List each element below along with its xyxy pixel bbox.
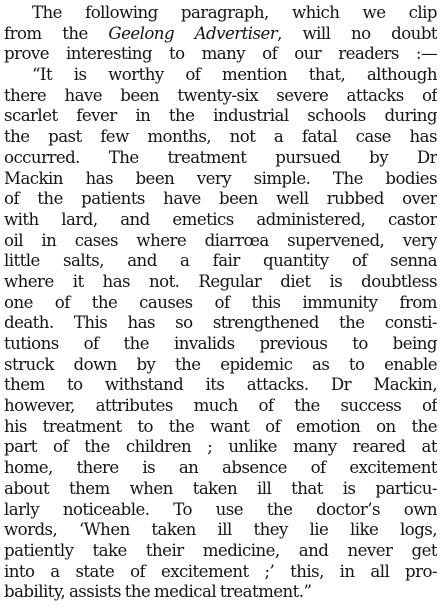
quote-line-17: however, attributes much of the success of (4, 396, 437, 416)
quote-line-3: scarlet fever in the industrial schools during (4, 106, 437, 126)
quote-line-13: death. This has so strengthened the consti- (4, 313, 437, 333)
article-line-2 (4, 24, 437, 45)
quote-line-7: of the patients have been well rubbed over (4, 189, 437, 209)
quote-line-10: little salts, and a fair quantity of senna (4, 251, 437, 271)
quote-line-25: into a state of excitement ;’ this, in all pro- (4, 561, 437, 581)
quote-line-16: them to withstand its attacks. Dr Mackin, (4, 375, 437, 395)
quote-line-1: “It is worthy of mention that, although (32, 65, 437, 85)
quote-line-5: occurred. The treatment pursued by Dr (4, 147, 437, 167)
quote-line-23: words, ‘When taken ill they lie like logs, (4, 520, 437, 540)
article-line-2-start: from the (4, 23, 109, 43)
quote-line-18: his treatment to the want of emotion on the (4, 416, 437, 436)
quote-line-4: the past few months, not a fatal case has (4, 127, 437, 147)
article-line-1: The following paragraph, which we clip (32, 3, 437, 22)
quote-line-8: with lard, and emetics administered, castor (4, 209, 437, 229)
quote-line-21: about them when taken ill that is particu- (4, 478, 437, 498)
quote-line-9: oil in cases where diarrœa supervened, very (4, 230, 437, 250)
quote-line-11: where it has not. Regular diet is doubtless (4, 271, 437, 291)
quote-line-2: there have been twenty-six severe attacks of (4, 85, 437, 105)
quote-line-20: home, there is an absence of excitement (4, 458, 437, 478)
quote-line-24: patiently take their medicine, and never get (4, 540, 437, 560)
quote-line-12: one of the causes of this immunity from (4, 292, 437, 312)
newspaper-title: Geelong Advertiser (108, 23, 278, 43)
quote-line-15: struck down by the epidemic as to enable (4, 354, 437, 374)
quote-line-26: bability, assists the medical treatment.” (4, 582, 312, 602)
quote-line-6: Mackin has been very simple. The bodies (4, 168, 437, 188)
quote-line-19: part of the children ; unlike many reared at (4, 437, 437, 457)
article-line-3: prove interesting to many of our readers :— (4, 44, 437, 64)
quote-line-22: larly noticeable. To use the doctor’s own (4, 499, 437, 519)
quote-line-14: tutions of the invalids previous to being (4, 334, 437, 353)
article-line-2-end: , will no doubt (277, 23, 437, 43)
